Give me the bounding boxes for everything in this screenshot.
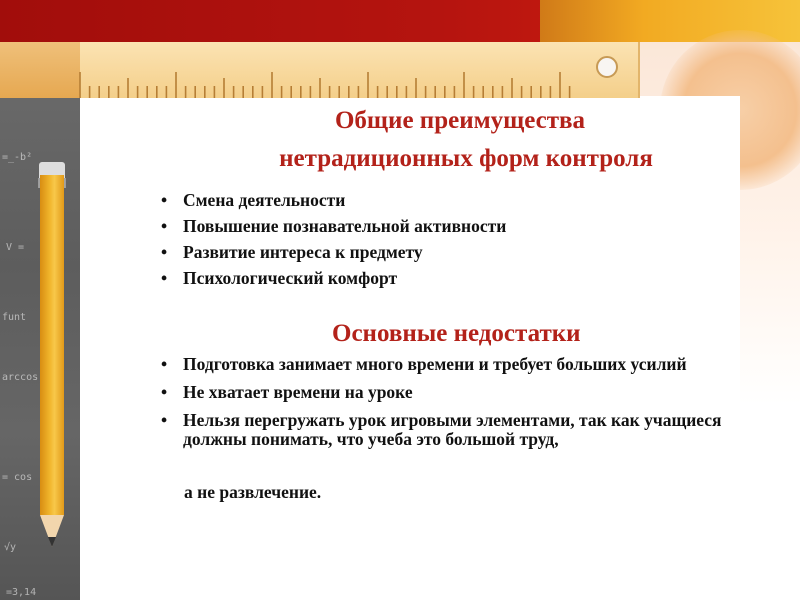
pencil-icon xyxy=(40,175,64,515)
drawbacks-tail: а не развлечение. xyxy=(184,482,322,502)
drawbacks-title: Основные недостатки xyxy=(332,320,581,347)
ruler-decoration xyxy=(0,42,640,98)
title-line-1: Общие преимущества xyxy=(334,107,586,134)
list-item: • Не хватает времени на уроке xyxy=(157,383,777,402)
top-red-band xyxy=(0,0,800,42)
list-item: • Смена деятельности xyxy=(157,191,697,210)
drawbacks-list xyxy=(157,355,777,458)
pencil-lead xyxy=(48,537,56,547)
list-item: • Нельзя перегружать урок игровыми элементами, так как учащиеся должны понимать, что учеба это большой труд, xyxy=(157,411,783,449)
list-item: • Психологический комфорт xyxy=(157,269,697,288)
chalkboard-background: =_-b² V = funt arccos = cos √y =3,14 xyxy=(0,42,80,600)
list-item: • Подготовка занимает много времени и требует больших усилий xyxy=(157,355,749,374)
ruler-ticks xyxy=(0,42,638,98)
title-line-2: нетрадиционных форм контроля xyxy=(279,145,653,172)
slide-title xyxy=(190,102,730,178)
ruler-hole-icon xyxy=(596,56,618,78)
advantages-list xyxy=(157,191,697,295)
list-item: • Повышение познавательной активности xyxy=(157,217,697,236)
list-item: • Развитие интереса к предмету xyxy=(157,243,697,262)
